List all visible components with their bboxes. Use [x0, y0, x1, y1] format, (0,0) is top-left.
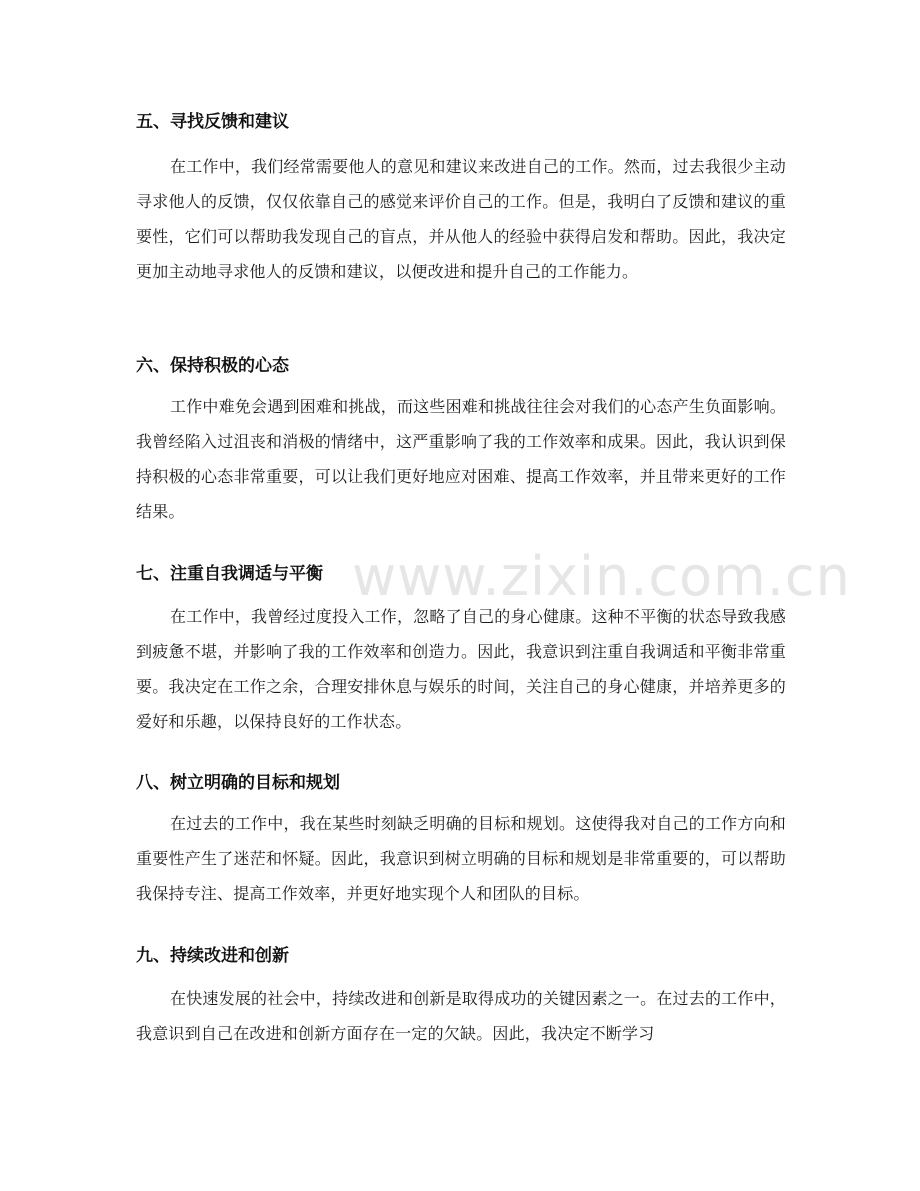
section-heading: 七、注重自我调适与平衡 — [136, 564, 323, 584]
section-heading: 八、树立明确的目标和规划 — [136, 773, 340, 793]
section-heading: 五、寻找反馈和建议 — [136, 112, 289, 132]
section-paragraph: 在过去的工作中，我在某些时刻缺乏明确的目标和规划。这使得我对自己的工作方向和重要性产生了迷茫和怀疑。因此，我意识到树立明确的目标和规划是非常重要的，可以帮助我保持专注、提高工作效率，并更好地实现个人和团队的目标。 — [136, 814, 786, 903]
section-improvement-innovation — [136, 946, 786, 1043]
section-paragraph: 在工作中，我曾经过度投入工作，忽略了自己的身心健康。这种不平衡的状态导致我感到疲惫不堪，并影响了我的工作效率和创造力。因此，我意识到注重自我调适和平衡非常重要。我决定在工作之余，合理安排休息与娱乐的时间，关注自己的身心健康，并培养更多的爱好和乐趣，以保持良好的工作状态。 — [136, 607, 786, 731]
section-goals-planning — [136, 773, 786, 903]
section-heading: 九、持续改进和创新 — [136, 946, 289, 966]
section-positive-attitude — [136, 356, 786, 521]
section-feedback — [136, 112, 786, 281]
section-paragraph: 在工作中，我们经常需要他人的意见和建议来改进自己的工作。然而，过去我很少主动寻求他人的反馈，仅仅依靠自己的感觉来评价自己的工作。但是，我明白了反馈和建议的重要性，它们可以帮助我发现自己的盲点，并从他人的经验中获得启发和帮助。因此，我决定更加主动地寻求他人的反馈和建议，以便改进和提升自己的工作能力。 — [136, 157, 786, 281]
section-paragraph: 在快速发展的社会中，持续改进和创新是取得成功的关键因素之一。在过去的工作中，我意识到自己在改进和创新方面存在一定的欠缺。因此，我决定不断学习 — [136, 989, 786, 1043]
watermark: www.zixin.com.cn — [352, 545, 851, 608]
section-heading: 六、保持积极的心态 — [136, 356, 289, 376]
section-paragraph: 工作中难免会遇到困难和挑战，而这些困难和挑战往往会对我们的心态产生负面影响。我曾经陷入过沮丧和消极的情绪中，这严重影响了我的工作效率和成果。因此，我认识到保持积极的心态非常重要，可以让我们更好地应对困难、提高工作效率，并且带来更好的工作结果。 — [136, 397, 786, 521]
